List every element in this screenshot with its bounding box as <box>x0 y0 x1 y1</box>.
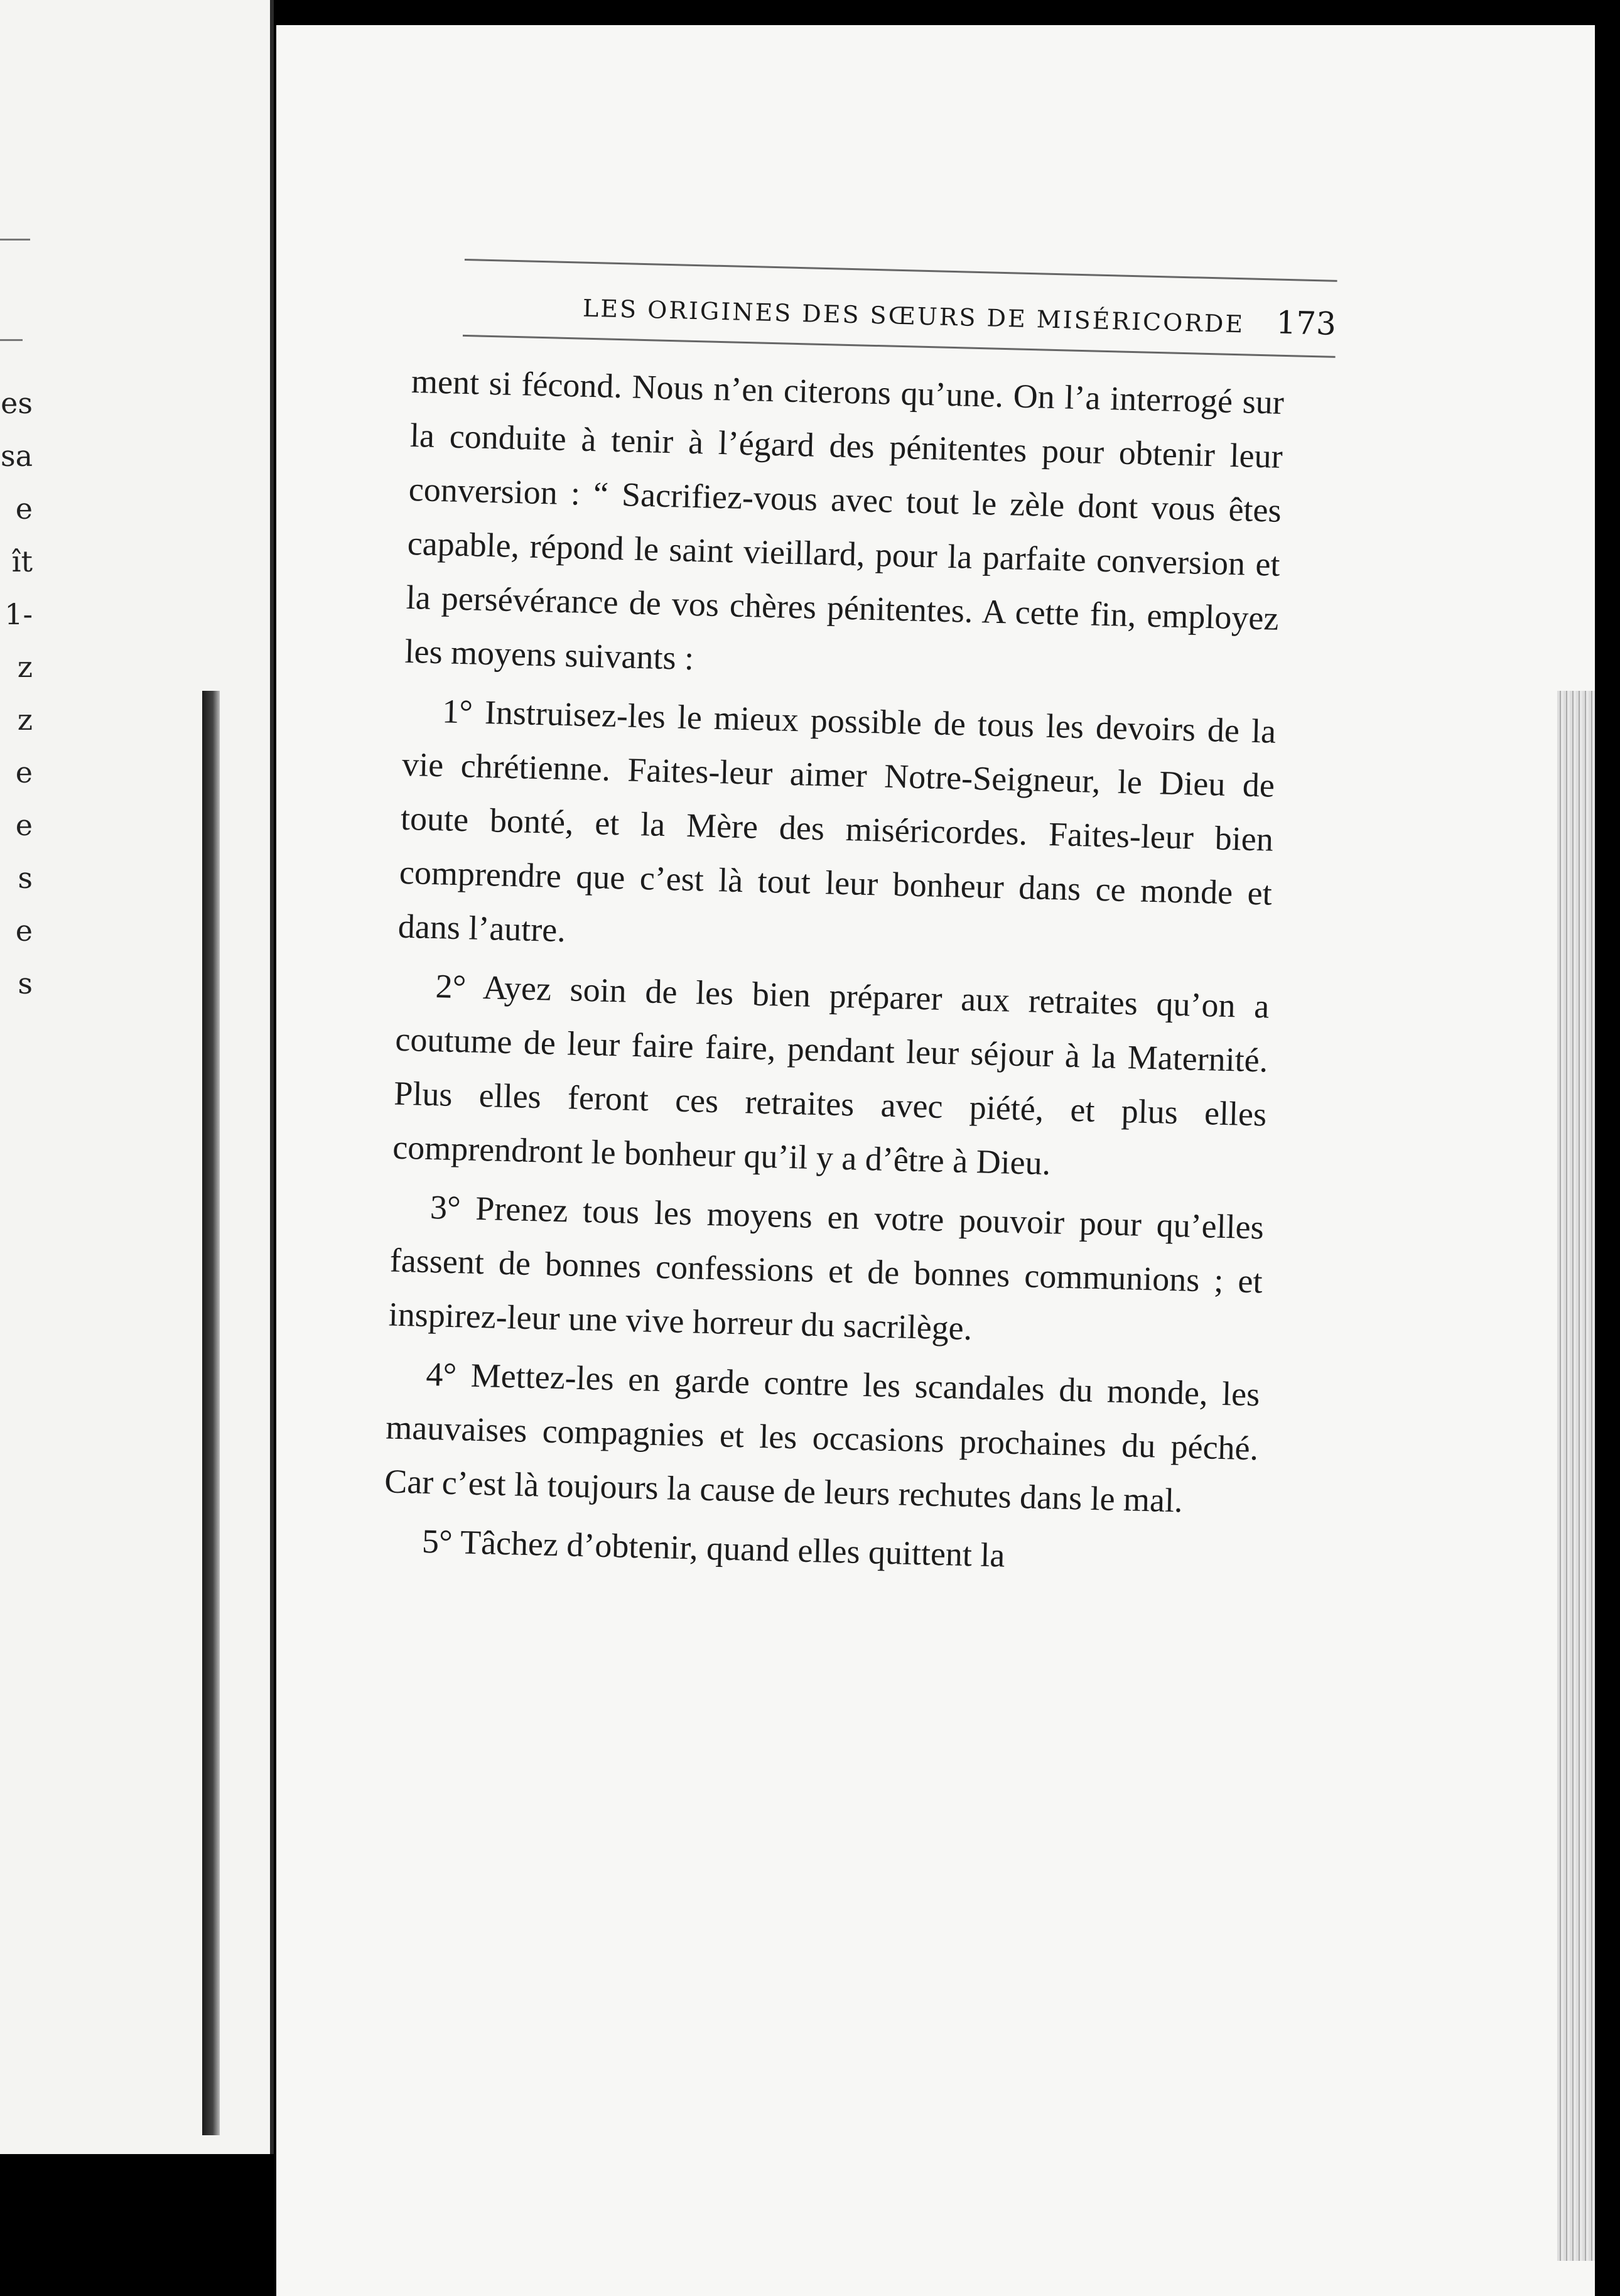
left-facing-page <box>0 0 274 2154</box>
left-fragment: ît <box>11 544 33 578</box>
page-gutter-shadow <box>202 691 220 2135</box>
left-page-rule <box>0 339 23 341</box>
left-fragment: s <box>18 861 33 895</box>
paragraph: 4° Mettez-les en garde contre les scandales du monde, les mauvaises compagnies et les occasions prochaines du péché. Car c’est là toujours la cause de leurs rechutes dans le mal. <box>384 1355 1260 1520</box>
paragraph: 1° Instruisez-les le mieux possible de tous les devoirs de la vie chrétienne. Faites-leur aimer Notre-Seigneur, le Dieu de toute bonté, et la Mère des miséricordes. Faites-leur bien comprendre que c’est là tout leur bonheur dans ce monde et dans l’autre. <box>397 692 1277 950</box>
paragraph: ment si fécond. Nous n’en citerons qu’une. On l’a interrogé sur la conduite à tenir à l’égard des pénitentes pour obtenir leur conversion : “ Sacrifiez-vous avec tout le zèle dont vous êtes capable, répond le saint vieillard, pour la parfaite conversion et la persévérance de vos chères pénitentes. A cette fin, employez les moyens suivants : <box>404 362 1285 678</box>
left-fragment: e <box>15 755 33 789</box>
paragraph: 2° Ayez soin de les bien préparer aux retraites qu’on a coutume de leur faire faire, pendant leur séjour à la Maternité. Plus elles feront ces retraites avec piété, et plus elles comprendront le bonheur qu’il y a d’être à Dieu. <box>392 967 1270 1183</box>
running-title: LES ORIGINES DES SŒURS DE MISÉRICORDE <box>582 294 1245 338</box>
paragraph: 3° Prenez tous les moyens en votre pouvoir pour qu’elles fassent de bonnes confessions et de bonnes communions ; et inspirez-leur une vive horreur du sacrilège. <box>388 1188 1265 1348</box>
page-number: 173 <box>1275 304 1337 342</box>
left-page-text-fragments <box>0 377 38 1010</box>
left-fragment: z <box>17 703 33 737</box>
left-fragment: 1- <box>4 597 33 631</box>
paragraph: 5° Tâchez d’obtenir, quand elles quittent la <box>421 1522 1006 1574</box>
left-fragment: e <box>15 492 33 526</box>
body-text <box>382 354 1285 1588</box>
left-fragment: e <box>15 914 33 948</box>
left-fragment: z <box>17 650 33 684</box>
left-page-rule <box>0 239 30 241</box>
left-fragment: es <box>1 386 33 420</box>
page-edge-stack <box>1557 691 1595 2261</box>
left-fragment: e <box>15 808 33 842</box>
running-head <box>463 284 1337 342</box>
left-fragment: s <box>18 967 33 1000</box>
page-text-block <box>382 257 1337 1595</box>
left-fragment: sa <box>0 439 33 473</box>
